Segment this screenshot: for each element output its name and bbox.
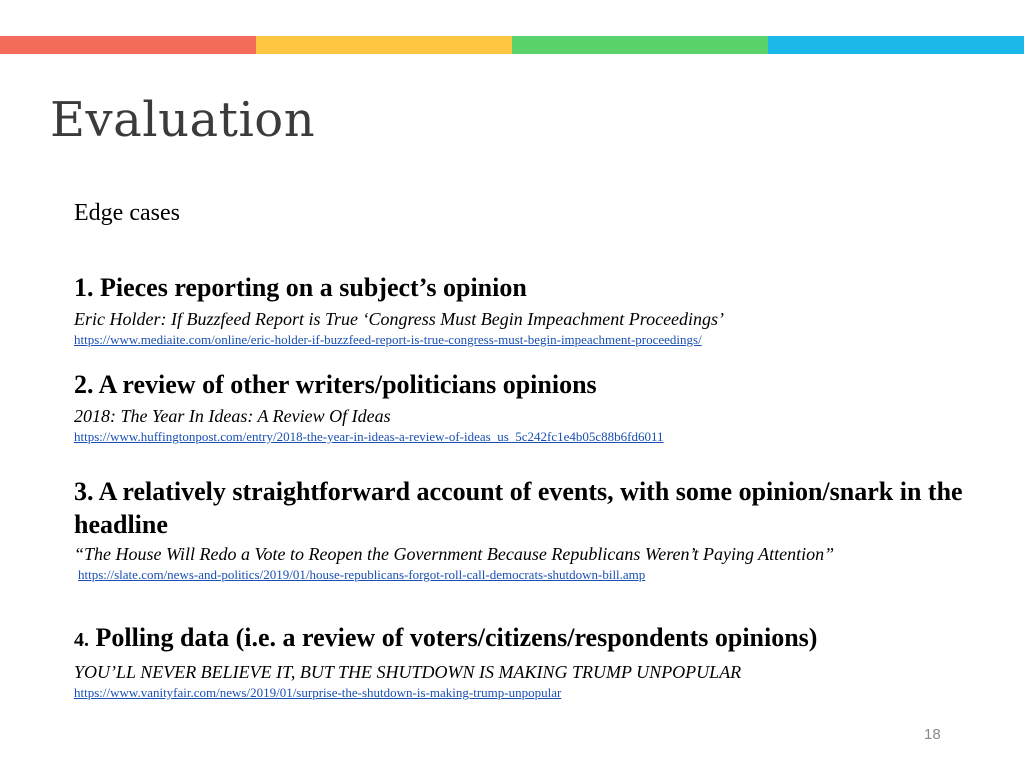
edge-case-heading-text: Polling data (i.e. a review of voters/citizens/respondents opinions) (95, 623, 818, 652)
edge-case-4 (74, 621, 1004, 701)
edge-case-heading-text: A review of other writers/politicians opinions (98, 370, 597, 399)
edge-case-number: 3. (74, 477, 94, 506)
edge-case-link[interactable]: https://www.mediaite.com/online/eric-holder-if-buzzfeed-report-is-true-congress-must-begin-impeachment-proceedings/ (74, 332, 702, 347)
edge-case-1 (74, 271, 1004, 348)
accent-stripe-yellow (256, 36, 512, 54)
edge-case-link[interactable]: https://www.huffingtonpost.com/entry/2018-the-year-in-ideas-a-review-of-ideas_us_5c242fc1e4b05c88b6fd6011 (74, 429, 664, 444)
edge-case-article-title: YOU’LL NEVER BELIEVE IT, BUT THE SHUTDOWN IS MAKING TRUMP UNPOPULAR (74, 662, 742, 682)
edge-case-heading-text: A relatively straightforward account of events, with some opinion/snark in the headline (74, 477, 963, 539)
edge-case-article-title: Eric Holder: If Buzzfeed Report is True ‘Congress Must Begin Impeachment Proceedings’ (74, 309, 725, 329)
edge-case-heading (74, 621, 1004, 657)
edge-case-link[interactable]: https://slate.com/news-and-politics/2019/01/house-republicans-forgot-roll-call-democrats-shutdown-bill.amp (78, 567, 646, 582)
edge-case-heading (74, 368, 1004, 401)
slide-subtitle: Edge cases (74, 200, 180, 226)
slide-content (74, 200, 1004, 701)
edge-case-article-title: “The House Will Redo a Vote to Reopen the Government Because Republicans Weren’t Paying Attention” (74, 544, 835, 564)
edge-case-number: 4. (74, 629, 89, 651)
edge-case-heading-text: Pieces reporting on a subject’s opinion (100, 273, 527, 302)
edge-case-3 (74, 475, 1004, 583)
edge-case-link[interactable]: https://www.vanityfair.com/news/2019/01/surprise-the-shutdown-is-making-trump-unpopular (74, 685, 562, 700)
edge-case-heading (74, 271, 1004, 304)
edge-case-heading (74, 475, 1004, 541)
edge-case-2 (74, 368, 1004, 445)
page-number: 18 (924, 726, 941, 743)
accent-stripes (0, 36, 1024, 54)
edge-case-article-title: 2018: The Year In Ideas: A Review Of Ideas (74, 406, 391, 426)
accent-stripe-red (0, 36, 256, 54)
accent-stripe-blue (768, 36, 1024, 54)
slide-title: Evaluation (50, 92, 316, 148)
accent-stripe-green (512, 36, 768, 54)
edge-case-number: 1. (74, 273, 94, 302)
edge-case-number: 2. (74, 370, 94, 399)
